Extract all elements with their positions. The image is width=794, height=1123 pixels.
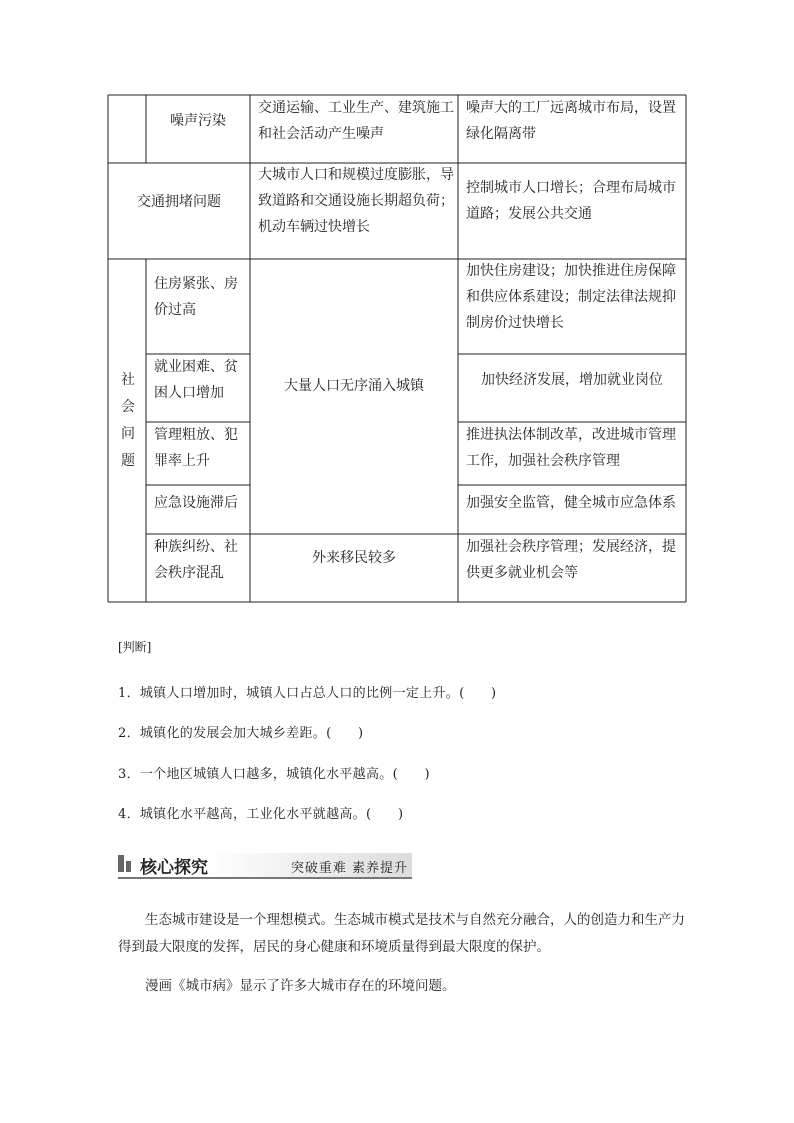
cause-noise [258, 95, 458, 147]
cause-traffic [258, 162, 458, 240]
social-label-char: 问 [121, 426, 135, 442]
problem-ethnic-line: 会秩序混乱 [154, 565, 224, 581]
problem-housing [154, 271, 250, 323]
problem-employment-line: 困人口增加 [154, 385, 224, 401]
problem-management [154, 422, 250, 474]
problem-employment [154, 354, 250, 406]
judge-item-3: 3．一个地区城镇人口越多，城镇化水平越高。( ) [118, 767, 430, 782]
cause-traffic-line: 致道路和交通设施长期超负荷； [258, 193, 454, 209]
measure-ethnic [466, 534, 686, 586]
problem-management-line: 管理粗放、犯 [154, 427, 238, 443]
judge-heading: [判断] [118, 640, 152, 654]
measure-traffic [466, 175, 686, 227]
measure-management [466, 422, 686, 474]
cause-traffic-line: 机动车辆过快增长 [258, 219, 370, 235]
problem-ethnic [154, 534, 250, 586]
measure-traffic-line: 控制城市人口增长；合理布局城市 [466, 180, 676, 196]
judge-item-2: 2．城镇化的发展会加大城乡差距。( ) [118, 726, 364, 741]
measure-employment: 加快经济发展，增加就业岗位 [481, 372, 663, 388]
section-title: 核心探究 [140, 858, 208, 878]
measure-housing [466, 258, 686, 336]
problem-housing-line: 住房紧张、房 [154, 276, 238, 292]
measure-noise [466, 95, 686, 147]
problem-ethnic-line: 种族纠纷、社 [154, 539, 238, 555]
paragraph-eco-city: 生态城市建设是一个理想模式。生态城市模式是技术与自然充分融合，人的创造力和生产力得到最大限度的发挥，居民的身心健康和环境质量得到最大限度的保护。 [118, 912, 685, 955]
paragraph-comic: 漫画《城市病》显示了许多大城市存在的环境问题。 [118, 978, 456, 994]
social-label-char: 题 [121, 453, 135, 469]
measure-ethnic-line: 加强社会秩序管理；发展经济，提 [466, 539, 676, 555]
measure-management-line: 工作，加强社会秩序管理 [466, 453, 620, 469]
measure-ethnic-line: 供更多就业机会等 [466, 565, 578, 581]
last-cause: 外来移民较多 [312, 550, 396, 566]
judge-item-4: 4．城镇化水平越高，工业化水平就越高。( ) [118, 807, 404, 822]
measure-housing-line: 加快住房建设；加快推进住房保障 [466, 263, 676, 279]
problem-noise: 噪声污染 [170, 113, 226, 129]
section-subtitle: 突破重难 素养提升 [290, 861, 408, 876]
cause-traffic-line: 大城市人口和规模过度膨胀，导 [258, 167, 454, 183]
section-bar-icon [118, 855, 132, 872]
problem-management-line: 罪率上升 [154, 453, 210, 469]
measure-housing-line: 制房价过快增长 [466, 315, 564, 331]
judge-item-1: 1．城镇人口增加时，城镇人口占总人口的比例一定上升。( ) [118, 686, 497, 701]
measure-emergency: 加强安全监管，健全城市应急体系 [466, 495, 676, 511]
cause-noise-line: 交通运输、工业生产、建筑施工 [258, 100, 454, 116]
problem-housing-line: 价过高 [154, 302, 196, 318]
measure-traffic-line: 道路；发展公共交通 [466, 206, 592, 222]
social-label-char: 社 [121, 372, 135, 388]
problem-traffic: 交通拥堵问题 [137, 194, 221, 210]
problem-employment-line: 就业困难、贫 [154, 359, 238, 375]
problem-emergency: 应急设施滞后 [154, 495, 238, 511]
social-problems-label [110, 367, 146, 475]
measure-noise-line: 绿化隔离带 [466, 126, 536, 142]
shared-cause: 大量人口无序涌入城镇 [284, 378, 424, 394]
measure-management-line: 推进执法体制改革，改进城市管理 [466, 427, 676, 443]
cause-noise-line: 和社会活动产生噪声 [258, 126, 384, 142]
social-label-char: 会 [121, 399, 135, 415]
measure-housing-line: 和供应体系建设；制定法律法规抑 [466, 289, 676, 305]
measure-noise-line: 噪声大的工厂远离城市布局，设置 [466, 100, 676, 116]
section-header [118, 853, 412, 879]
